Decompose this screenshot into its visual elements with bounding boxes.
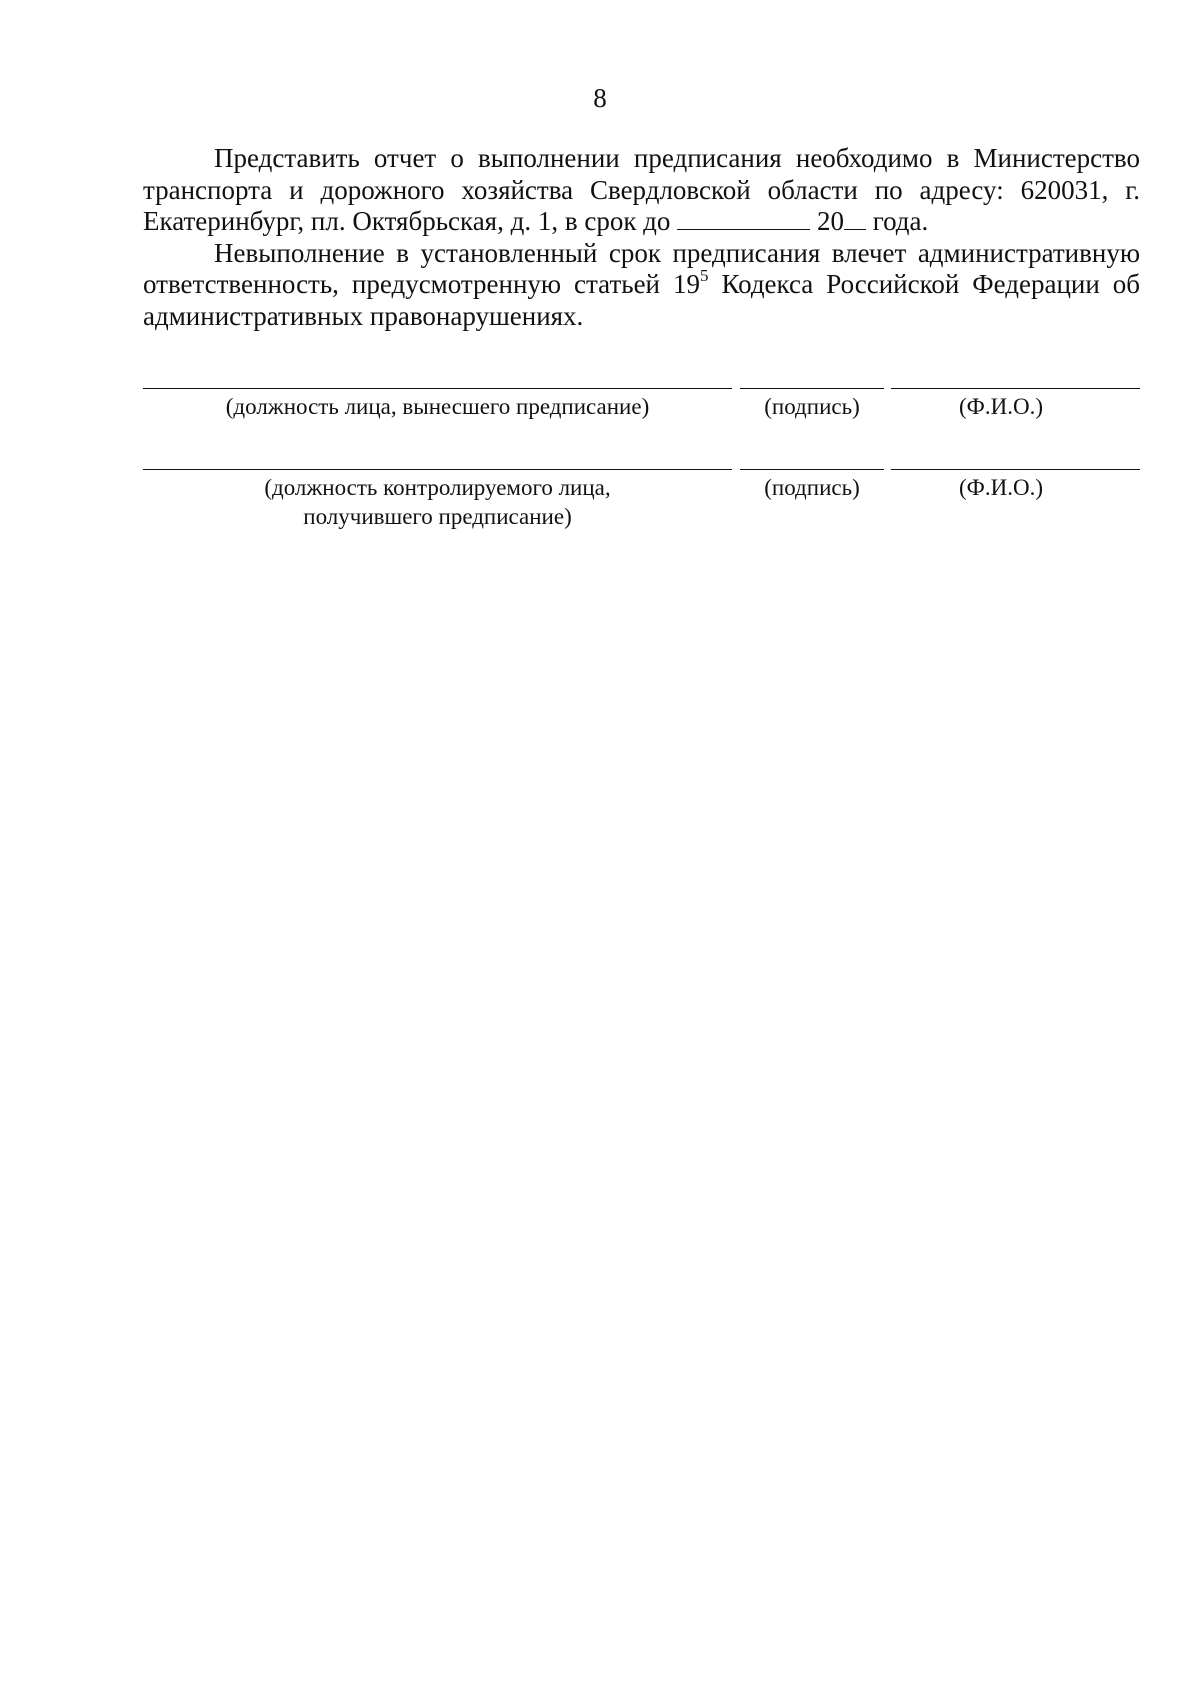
article-superscript: 5: [699, 266, 709, 285]
date-blank-line: [677, 209, 810, 230]
position-caption: (должность лица, вынесшего предписание): [225, 394, 650, 419]
signature-caption: (подпись): [764, 394, 860, 419]
signature-line: [740, 469, 884, 470]
year-suffix: года.: [872, 206, 929, 236]
year-prefix: 20: [816, 206, 844, 236]
name-caption: (Ф.И.О.): [959, 394, 1043, 419]
document-body: [143, 143, 1140, 332]
position-caption-line2: получившего предписание): [303, 504, 572, 529]
position-line: [143, 469, 732, 470]
position-line: [143, 388, 732, 389]
signature-caption: (подпись): [764, 475, 860, 500]
name-caption: (Ф.И.О.): [959, 475, 1043, 500]
position-caption: (должность контролируемого лица,: [264, 475, 611, 500]
paragraph-liability: [143, 238, 1140, 333]
paragraph-report-text: Представить отчет о выполнении предписания необходимо в Министерство транспорта и дорожного хозяйства Свердловской области по адресу: 620031, г. Екатеринбург, пл. Октябрьская, д. 1, в срок до: [143, 143, 1140, 236]
paragraph-report-deadline: [143, 143, 1140, 238]
paragraph-liability-text-end: Кодекса Российской Федерации об административных правонарушениях.: [143, 269, 1140, 331]
paragraph-liability-text: Невыполнение в установленный срок предписания влечет административную ответственность, предусмотренную статьей 19: [143, 237, 1140, 299]
page-number: 8: [593, 83, 607, 113]
signature-line: [740, 388, 884, 389]
name-line: [891, 388, 1140, 389]
name-line: [891, 469, 1140, 470]
year-blank-line: [844, 209, 866, 230]
